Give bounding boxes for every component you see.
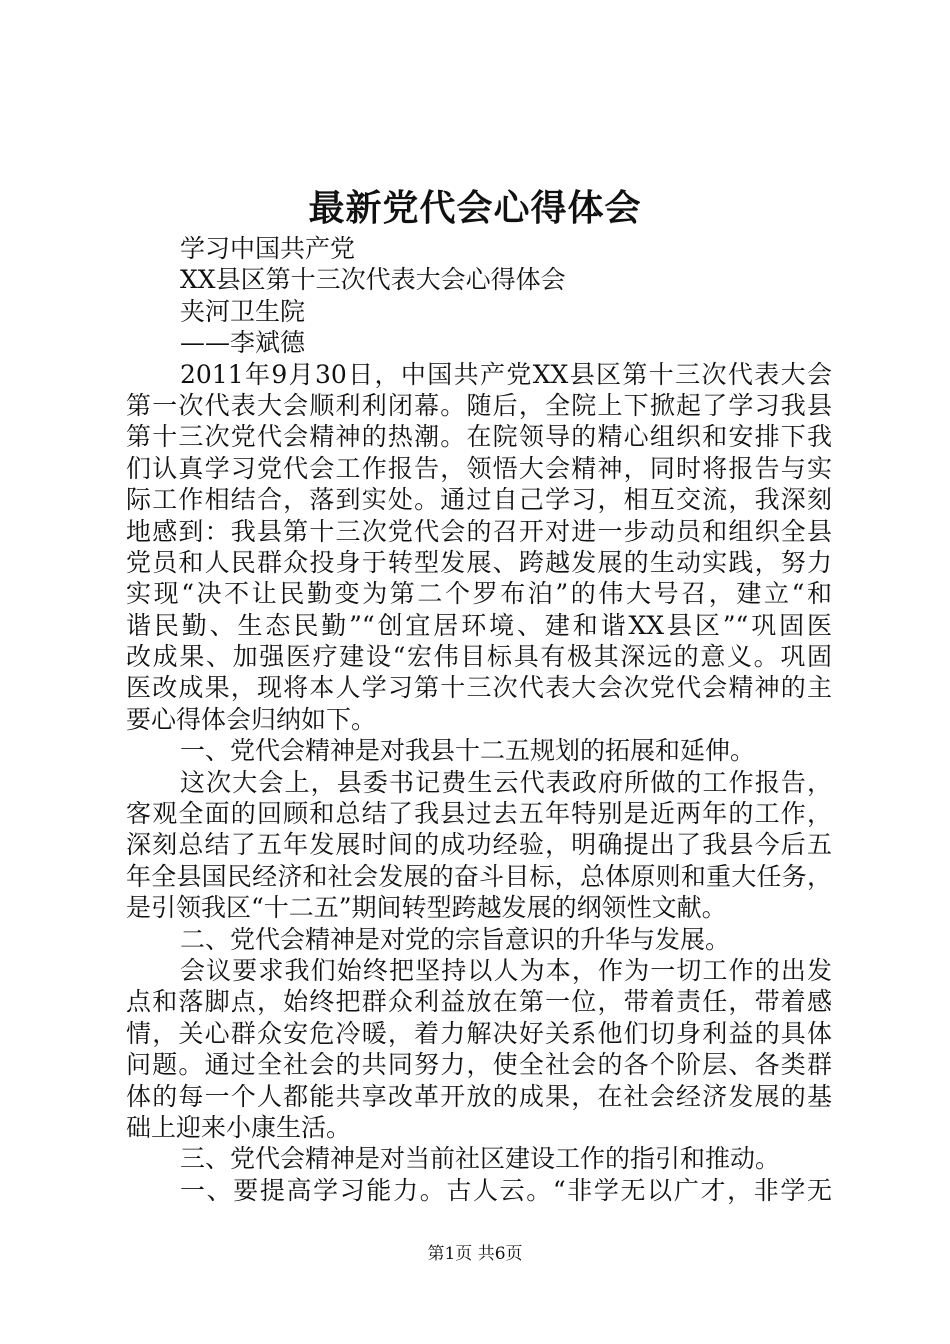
paragraph-line: 际工作相结合，落到实处。通过自己学习，相互交流，我深刻 xyxy=(126,485,832,515)
paragraph-line: 改成果、加强医疗建设“宏伟目标具有极其深远的意义。巩固 xyxy=(126,642,832,672)
paragraph-line: 年全县国民经济和社会发展的奋斗目标，总体原则和重大任务， xyxy=(126,861,832,891)
paragraph-line: 党员和人民群众投身于转型发展、跨越发展的生动实践，努力 xyxy=(126,547,832,577)
section-heading: 三、党代会精神是对当前社区建设工作的指引和推动。 xyxy=(180,1144,781,1174)
paragraph-line: 实现“决不让民勤变为第二个罗布泊”的伟大号召，建立“和 xyxy=(126,579,832,609)
paragraph-line: 础上迎来小康生活。 xyxy=(126,1112,352,1142)
paragraph-line: 是引领我区“十二五”期间转型跨越发展的纲领性文献。 xyxy=(126,893,727,923)
paragraph-line: 2011年9月30日，中国共产党XX县区第十三次代表大会 xyxy=(180,359,832,389)
paragraph-line: 客观全面的回顾和总结了我县过去五年特别是近两年的工作， xyxy=(126,799,832,829)
section-heading: 二、党代会精神是对党的宗旨意识的升华与发展。 xyxy=(180,924,731,954)
paragraph-line: 点和落脚点，始终把群众利益放在第一位，带着责任，带着感 xyxy=(126,987,832,1017)
paragraph-line: 要心得体会归纳如下。 xyxy=(126,704,377,734)
paragraph-line: 第一次代表大会顺利利闭幕。随后，全院上下掀起了学习我县 xyxy=(126,390,832,420)
header-line: 夹河卫生院 xyxy=(180,296,306,326)
paragraph-line: 谐民勤、生态民勤”“创宜居环境、建和谐XX县区”“巩固医 xyxy=(126,610,832,640)
paragraph-line: 深刻总结了五年发展时间的成功经验，明确提出了我县今后五 xyxy=(126,830,832,860)
paragraph-line: 一、要提高学习能力。古人云。“非学无以广才，非学无 xyxy=(180,1175,832,1205)
paragraph-line: 体的每一个人都能共享改革开放的成果，在社会经济发展的基 xyxy=(126,1081,832,1111)
section-heading: 一、党代会精神是对我县十二五规划的拓展和延伸。 xyxy=(180,736,756,766)
header-line: ——李斌德 xyxy=(180,328,306,358)
page-number-footer: 第1页 共6页 xyxy=(427,1244,523,1264)
paragraph-line: 第十三次党代会精神的热潮。在院领导的精心组织和安排下我 xyxy=(126,422,832,452)
header-line: 学习中国共产党 xyxy=(180,234,356,263)
paragraph-line: 医改成果，现将本人学习第十三次代表大会次党代会精神的主 xyxy=(126,673,832,703)
document-body xyxy=(126,233,832,1206)
document-title: 最新党代会心得体会 xyxy=(308,187,642,229)
paragraph-line: 问题。通过全社会的共同努力，使全社会的各个阶层、各类群 xyxy=(126,1050,832,1080)
paragraph-line: 地感到：我县第十三次党代会的召开对进一步动员和组织全县 xyxy=(126,516,832,546)
paragraph-line: 会议要求我们始终把坚持以人为本，作为一切工作的出发 xyxy=(180,955,832,985)
header-line: XX县区第十三次代表大会心得体会 xyxy=(180,265,566,295)
paragraph-line: 们认真学习党代会工作报告，领悟大会精神，同时将报告与实 xyxy=(126,453,832,483)
paragraph-line: 这次大会上，县委书记费生云代表政府所做的工作报告， xyxy=(180,767,832,797)
paragraph-line: 情，关心群众安危冷暖，着力解决好关系他们切身利益的具体 xyxy=(126,1018,832,1048)
